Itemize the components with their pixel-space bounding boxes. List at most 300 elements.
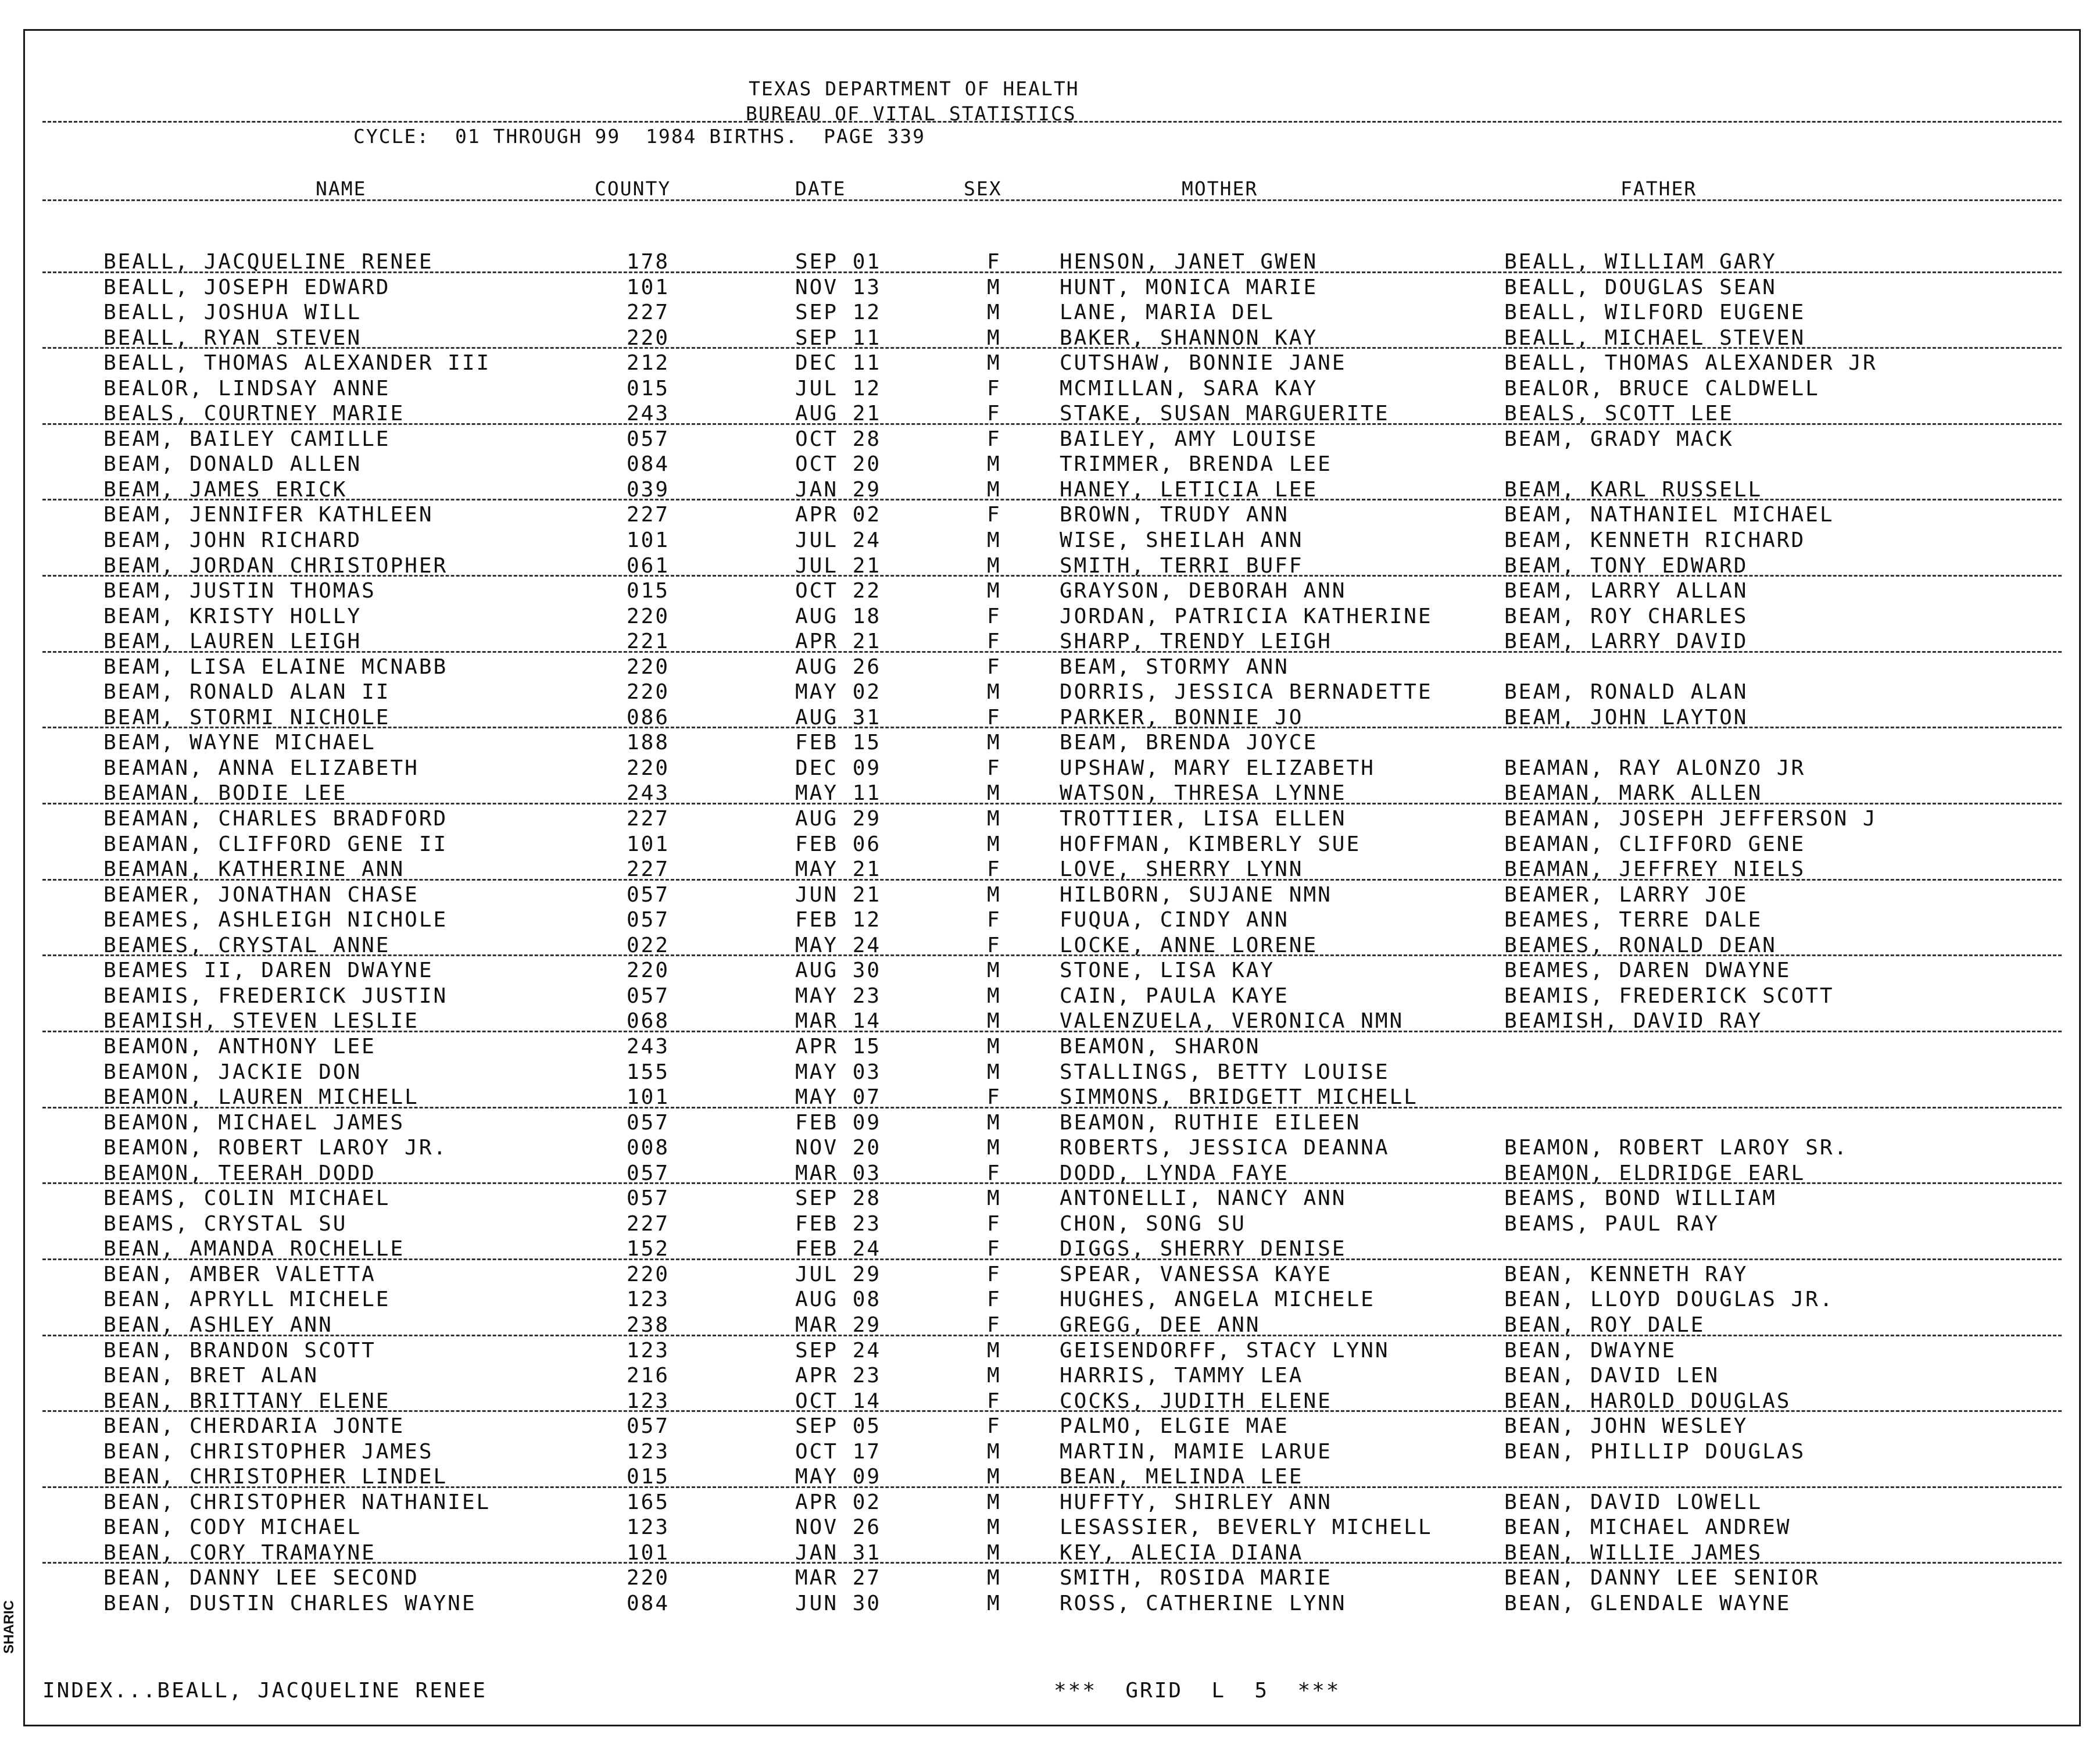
cell-date: JUL 12 [795, 376, 882, 401]
cell-sex: M [987, 680, 1001, 705]
table-row [25, 1236, 2079, 1261]
cell-name: BEAM, JENNIFER KATHLEEN [103, 503, 434, 527]
cell-date: MAY 02 [795, 680, 882, 705]
cell-father: BEALL, THOMAS ALEXANDER JR [1504, 351, 1877, 376]
bureau-title: BUREAU OF VITAL STATISTICS [746, 102, 1076, 125]
cell-county: 057 [627, 1414, 670, 1439]
cell-mother: WISE, SHEILAH ANN [1060, 528, 1304, 553]
cell-sex: F [987, 1211, 1001, 1236]
cell-county: 101 [627, 1085, 670, 1110]
table-row [25, 1160, 2079, 1186]
cell-county: 101 [627, 275, 670, 299]
cell-county: 057 [627, 427, 670, 451]
table-row [25, 1135, 2079, 1160]
cell-mother: LESASSIER, BEVERLY MICHELL [1060, 1515, 1433, 1540]
cell-sex: M [987, 1515, 1001, 1540]
column-header-county: COUNTY [595, 177, 671, 200]
cell-name: BEAN, CHRISTOPHER JAMES [103, 1439, 434, 1464]
cell-sex: F [987, 1414, 1001, 1439]
cell-father: BEAN, DAVID LEN [1504, 1364, 1720, 1388]
cell-mother: STONE, LISA KAY [1060, 959, 1275, 983]
table-row [25, 755, 2079, 781]
cell-date: MAY 09 [795, 1465, 882, 1489]
cell-sex: M [987, 452, 1001, 477]
cell-county: 068 [627, 1009, 670, 1034]
cell-mother: MARTIN, MAMIE LARUE [1060, 1439, 1332, 1464]
cell-name: BEAN, DANNY LEE SECOND [103, 1566, 419, 1590]
cell-county: 008 [627, 1136, 670, 1160]
cell-county: 123 [627, 1338, 670, 1363]
table-row [25, 1363, 2079, 1388]
cell-date: SEP 28 [795, 1186, 882, 1211]
cell-county: 084 [627, 452, 670, 477]
cell-mother: SPEAR, VANESSA KAYE [1060, 1262, 1332, 1286]
cell-sex: M [987, 1186, 1001, 1211]
cell-father: BEAMES, TERRE DALE [1504, 908, 1763, 932]
cell-name: BEAMAN, BODIE LEE [103, 781, 348, 806]
cell-date: MAY 03 [795, 1060, 882, 1084]
cell-father: BEAM, LARRY ALLAN [1504, 579, 1748, 603]
cell-county: 057 [627, 908, 670, 932]
cell-county: 061 [627, 553, 670, 578]
cell-date: MAY 24 [795, 933, 882, 957]
cell-name: BEAN, AMANDA ROCHELLE [103, 1237, 405, 1261]
cell-sex: M [987, 984, 1001, 1008]
cell-date: APR 02 [795, 503, 882, 527]
cell-father: BEAM, TONY EDWARD [1504, 553, 1748, 578]
table-row [25, 654, 2079, 680]
cell-father: BEAMES, RONALD DEAN [1504, 933, 1777, 957]
cell-father: BEALL, WILLIAM GARY [1504, 250, 1777, 274]
cell-date: SEP 12 [795, 301, 882, 325]
cell-date: AUG 31 [795, 705, 882, 730]
cell-father: BEAN, GLENDALE WAYNE [1504, 1591, 1791, 1615]
table-row [25, 856, 2079, 882]
cell-name: BEAMAN, ANNA ELIZABETH [103, 756, 419, 780]
cell-name: BEALL, RYAN STEVEN [103, 326, 362, 350]
table-row [25, 325, 2079, 351]
cell-date: DEC 09 [795, 756, 882, 780]
cell-mother: BAKER, SHANNON KAY [1060, 326, 1318, 350]
cell-mother: BAILEY, AMY LOUISE [1060, 427, 1318, 451]
cell-sex: M [987, 1439, 1001, 1464]
cell-county: 101 [627, 1540, 670, 1565]
cell-father: BEAMER, LARRY JOE [1504, 882, 1748, 907]
cell-date: OCT 28 [795, 427, 882, 451]
cell-name: BEAM, JAMES ERICK [103, 477, 348, 502]
grid-footer: *** GRID L 5 *** [1054, 1679, 1341, 1703]
cell-name: BEAN, BRANDON SCOTT [103, 1338, 376, 1363]
cell-name: BEAMAN, CHARLES BRADFORD [103, 807, 448, 831]
table-row [25, 578, 2079, 603]
birth-record-list [25, 249, 2079, 1616]
cell-mother: LANE, MARIA DEL [1060, 301, 1275, 325]
cell-county: 015 [627, 376, 670, 401]
cell-father: BEALOR, BRUCE CALDWELL [1504, 376, 1820, 401]
cell-sex: F [987, 1288, 1001, 1312]
department-title: TEXAS DEPARTMENT OF HEALTH [749, 77, 1079, 100]
cell-county: 101 [627, 528, 670, 553]
column-header-sex: SEX [964, 177, 1002, 200]
cell-mother: GRAYSON, DEBORAH ANN [1060, 579, 1347, 603]
cell-sex: M [987, 1540, 1001, 1565]
cell-mother: SHARP, TRENDY LEIGH [1060, 630, 1332, 654]
cell-county: 220 [627, 756, 670, 780]
table-row [25, 527, 2079, 553]
cell-sex: F [987, 1161, 1001, 1185]
cell-father: BEAMAN, RAY ALONZO JR [1504, 756, 1806, 780]
cell-sex: M [987, 781, 1001, 806]
cell-mother: VALENZUELA, VERONICA NMN [1060, 1009, 1404, 1034]
cell-name: BEAN, CODY MICHAEL [103, 1515, 362, 1540]
cell-date: AUG 29 [795, 807, 882, 831]
cell-sex: F [987, 250, 1001, 274]
table-row [25, 502, 2079, 527]
table-row [25, 451, 2079, 477]
cell-sex: F [987, 376, 1001, 401]
cell-name: BEAMIS, FREDERICK JUSTIN [103, 984, 448, 1008]
cell-mother: GREGG, DEE ANN [1060, 1313, 1261, 1337]
cell-sex: M [987, 579, 1001, 603]
cell-date: AUG 21 [795, 402, 882, 426]
cell-sex: F [987, 1085, 1001, 1110]
cell-sex: M [987, 1009, 1001, 1034]
cell-sex: F [987, 1389, 1001, 1413]
cell-date: APR 23 [795, 1364, 882, 1388]
cell-father: BEALL, MICHAEL STEVEN [1504, 326, 1806, 350]
header-rule-top [42, 121, 2062, 123]
cell-father: BEAMON, ELDRIDGE EARL [1504, 1161, 1806, 1185]
cell-county: 221 [627, 630, 670, 654]
cell-sex: F [987, 1313, 1001, 1337]
side-label: SHARIC [1, 1600, 17, 1654]
index-sheet [23, 29, 2081, 1726]
cell-father: BEAN, HAROLD DOUGLAS [1504, 1389, 1791, 1413]
cell-mother: HILBORN, SUJANE NMN [1060, 882, 1332, 907]
cell-county: 057 [627, 984, 670, 1008]
cell-date: MAY 07 [795, 1085, 882, 1110]
table-row [25, 401, 2079, 426]
cell-father: BEAM, KARL RUSSELL [1504, 477, 1763, 502]
cell-mother: SMITH, TERRI BUFF [1060, 553, 1304, 578]
cell-mother: DIGGS, SHERRY DENISE [1060, 1237, 1347, 1261]
cell-sex: M [987, 832, 1001, 856]
cell-sex: F [987, 908, 1001, 932]
cell-father: BEAMAN, JOSEPH JEFFERSON J [1504, 807, 1877, 831]
cell-sex: M [987, 1034, 1001, 1059]
cell-mother: PARKER, BONNIE JO [1060, 705, 1304, 730]
cell-father: BEAM, ROY CHARLES [1504, 604, 1748, 628]
cell-sex: F [987, 705, 1001, 730]
cell-name: BEALL, JACQUELINE RENEE [103, 250, 434, 274]
cell-sex: F [987, 402, 1001, 426]
cell-name: BEAM, DONALD ALLEN [103, 452, 362, 477]
cell-sex: M [987, 731, 1001, 755]
cell-county: 123 [627, 1439, 670, 1464]
table-row [25, 1261, 2079, 1287]
cell-name: BEAN, AMBER VALETTA [103, 1262, 376, 1286]
table-row [25, 426, 2079, 452]
cell-county: 022 [627, 933, 670, 957]
cell-county: 101 [627, 832, 670, 856]
cell-sex: M [987, 477, 1001, 502]
cell-sex: M [987, 959, 1001, 983]
cell-father: BEAMIS, FREDERICK SCOTT [1504, 984, 1834, 1008]
cell-father: BEAN, LLOYD DOUGLAS JR. [1504, 1288, 1834, 1312]
cell-father: BEAM, GRADY MACK [1504, 427, 1734, 451]
table-row [25, 350, 2079, 376]
cell-date: SEP 05 [795, 1414, 882, 1439]
cell-name: BEAMAN, KATHERINE ANN [103, 857, 405, 882]
cell-date: OCT 20 [795, 452, 882, 477]
cell-county: 015 [627, 1465, 670, 1489]
cell-county: 015 [627, 579, 670, 603]
cell-mother: HOFFMAN, KIMBERLY SUE [1060, 832, 1361, 856]
cell-date: JUN 21 [795, 882, 882, 907]
table-row [25, 1514, 2079, 1540]
cell-name: BEAMS, CRYSTAL SU [103, 1211, 348, 1236]
cell-sex: M [987, 1136, 1001, 1160]
cell-mother: ROBERTS, JESSICA DEANNA [1060, 1136, 1390, 1160]
table-row [25, 780, 2079, 806]
table-row [25, 882, 2079, 907]
cell-name: BEAMES, CRYSTAL ANNE [103, 933, 391, 957]
cell-county: 238 [627, 1313, 670, 1337]
cell-name: BEALL, THOMAS ALEXANDER III [103, 351, 491, 376]
cell-father: BEAN, DWAYNE [1504, 1338, 1677, 1363]
cell-county: 084 [627, 1591, 670, 1615]
cell-mother: JORDAN, PATRICIA KATHERINE [1060, 604, 1433, 628]
cell-mother: COCKS, JUDITH ELENE [1060, 1389, 1332, 1413]
cell-date: MAY 11 [795, 781, 882, 806]
cell-county: 227 [627, 857, 670, 882]
cell-name: BEAMON, ROBERT LAROY JR. [103, 1136, 448, 1160]
cell-county: 212 [627, 351, 670, 376]
cell-father: BEAMAN, MARK ALLEN [1504, 781, 1763, 806]
cell-date: DEC 11 [795, 351, 882, 376]
table-row [25, 1286, 2079, 1312]
cell-date: MAY 21 [795, 857, 882, 882]
cell-father: BEAN, MICHAEL ANDREW [1504, 1515, 1791, 1540]
cell-sex: M [987, 326, 1001, 350]
cell-sex: M [987, 275, 1001, 299]
cell-name: BEAM, RONALD ALAN II [103, 680, 391, 705]
table-row [25, 1489, 2079, 1515]
cell-county: 220 [627, 655, 670, 679]
cell-county: 216 [627, 1364, 670, 1388]
cell-father: BEAMAN, CLIFFORD GENE [1504, 832, 1806, 856]
table-row [25, 1059, 2079, 1085]
cell-date: FEB 12 [795, 908, 882, 932]
cell-date: MAR 27 [795, 1566, 882, 1590]
cell-mother: BEAM, STORMY ANN [1060, 655, 1289, 679]
table-row [25, 1388, 2079, 1414]
cell-mother: LOVE, SHERRY LYNN [1060, 857, 1304, 882]
cell-father: BEAN, WILLIE JAMES [1504, 1540, 1763, 1565]
column-header-date: DATE [795, 177, 846, 200]
cell-father: BEAMAN, JEFFREY NIELS [1504, 857, 1806, 882]
cell-name: BEAN, CORY TRAMAYNE [103, 1540, 376, 1565]
table-row [25, 376, 2079, 401]
cell-date: NOV 13 [795, 275, 882, 299]
table-row [25, 1439, 2079, 1464]
table-row [25, 1464, 2079, 1489]
cell-name: BEALL, JOSHUA WILL [103, 301, 362, 325]
cell-sex: M [987, 351, 1001, 376]
table-row [25, 1413, 2079, 1439]
cell-mother: UPSHAW, MARY ELIZABETH [1060, 756, 1375, 780]
cell-mother: SIMMONS, BRIDGETT MICHELL [1060, 1085, 1418, 1110]
cell-county: 220 [627, 326, 670, 350]
table-row [25, 730, 2079, 755]
cell-mother: CAIN, PAULA KAYE [1060, 984, 1289, 1008]
cell-mother: BROWN, TRUDY ANN [1060, 503, 1289, 527]
cell-mother: SMITH, ROSIDA MARIE [1060, 1566, 1332, 1590]
table-row [25, 705, 2079, 730]
cell-father: BEALS, SCOTT LEE [1504, 402, 1734, 426]
cell-date: FEB 15 [795, 731, 882, 755]
cell-sex: F [987, 427, 1001, 451]
cell-father: BEAM, LARRY DAVID [1504, 630, 1748, 654]
cell-county: 188 [627, 731, 670, 755]
cell-name: BEAM, KRISTY HOLLY [103, 604, 362, 628]
table-row [25, 1034, 2079, 1059]
cell-father: BEALL, DOUGLAS SEAN [1504, 275, 1777, 299]
cell-mother: BEAMON, SHARON [1060, 1034, 1261, 1059]
cell-date: MAR 29 [795, 1313, 882, 1337]
cell-name: BEALL, JOSEPH EDWARD [103, 275, 391, 299]
cell-father: BEAMS, BOND WILLIAM [1504, 1186, 1777, 1211]
cell-name: BEAMON, MICHAEL JAMES [103, 1110, 405, 1135]
cell-sex: F [987, 857, 1001, 882]
cell-sex: M [987, 301, 1001, 325]
cell-date: APR 15 [795, 1034, 882, 1059]
cell-county: 057 [627, 1186, 670, 1211]
cell-county: 057 [627, 1161, 670, 1185]
cell-mother: CHON, SONG SU [1060, 1211, 1246, 1236]
cell-date: JUN 30 [795, 1591, 882, 1615]
cell-sex: F [987, 655, 1001, 679]
cell-sex: M [987, 528, 1001, 553]
cell-county: 227 [627, 503, 670, 527]
cell-sex: M [987, 1060, 1001, 1084]
cell-name: BEAMES, ASHLEIGH NICHOLE [103, 908, 448, 932]
cell-father: BEAM, JOHN LAYTON [1504, 705, 1748, 730]
table-row [25, 983, 2079, 1009]
cell-sex: F [987, 1262, 1001, 1286]
cell-mother: GEISENDORFF, STACY LYNN [1060, 1338, 1390, 1363]
cell-mother: KEY, ALECIA DIANA [1060, 1540, 1304, 1565]
cell-name: BEAMON, LAUREN MICHELL [103, 1085, 419, 1110]
cell-sex: M [987, 553, 1001, 578]
cell-mother: HANEY, LETICIA LEE [1060, 477, 1318, 502]
cell-county: 243 [627, 402, 670, 426]
cell-mother: HARRIS, TAMMY LEA [1060, 1364, 1304, 1388]
cell-county: 039 [627, 477, 670, 502]
cell-sex: M [987, 1110, 1001, 1135]
cell-date: SEP 01 [795, 250, 882, 274]
cell-father: BEAN, DAVID LOWELL [1504, 1490, 1763, 1514]
cell-county: 220 [627, 1262, 670, 1286]
table-row [25, 907, 2079, 932]
table-row [25, 603, 2079, 629]
cell-sex: M [987, 1338, 1001, 1363]
table-row [25, 957, 2079, 983]
cell-date: NOV 20 [795, 1136, 882, 1160]
cell-date: APR 02 [795, 1490, 882, 1514]
table-row [25, 679, 2079, 705]
cell-sex: F [987, 630, 1001, 654]
cell-mother: BEAMON, RUTHIE EILEEN [1060, 1110, 1361, 1135]
cell-date: AUG 08 [795, 1288, 882, 1312]
cell-name: BEALOR, LINDSAY ANNE [103, 376, 391, 401]
column-header-father: FATHER [1620, 177, 1697, 200]
table-row [25, 274, 2079, 300]
cell-date: FEB 06 [795, 832, 882, 856]
cell-county: 152 [627, 1237, 670, 1261]
table-row [25, 1590, 2079, 1616]
cell-name: BEAM, LISA ELAINE MCNABB [103, 655, 448, 679]
cell-county: 165 [627, 1490, 670, 1514]
cell-mother: STAKE, SUSAN MARGUERITE [1060, 402, 1390, 426]
cell-mother: HUGHES, ANGELA MICHELE [1060, 1288, 1375, 1312]
cell-county: 220 [627, 680, 670, 705]
cell-county: 086 [627, 705, 670, 730]
table-row [25, 249, 2079, 274]
cell-father: BEAN, DANNY LEE SENIOR [1504, 1566, 1820, 1590]
cell-sex: M [987, 1591, 1001, 1615]
cell-name: BEAM, JORDAN CHRISTOPHER [103, 553, 448, 578]
cell-sex: F [987, 503, 1001, 527]
cell-date: JAN 29 [795, 477, 882, 502]
cell-name: BEAMS, COLIN MICHAEL [103, 1186, 391, 1211]
cell-mother: HUNT, MONICA MARIE [1060, 275, 1318, 299]
cell-name: BEAN, ASHLEY ANN [103, 1313, 333, 1337]
cell-mother: CUTSHAW, BONNIE JANE [1060, 351, 1347, 376]
cell-mother: BEAM, BRENDA JOYCE [1060, 731, 1318, 755]
cell-father: BEAMS, PAUL RAY [1504, 1211, 1720, 1236]
cell-date: OCT 22 [795, 579, 882, 603]
cell-father: BEAMON, ROBERT LAROY SR. [1504, 1136, 1849, 1160]
table-row [25, 553, 2079, 578]
cell-date: APR 21 [795, 630, 882, 654]
cell-father: BEAM, KENNETH RICHARD [1504, 528, 1806, 553]
cell-name: BEAN, BRITTANY ELENE [103, 1389, 391, 1413]
table-row [25, 299, 2079, 325]
cell-date: JAN 31 [795, 1540, 882, 1565]
cell-mother: LOCKE, ANNE LORENE [1060, 933, 1318, 957]
cell-name: BEAM, STORMI NICHOLE [103, 705, 391, 730]
table-row [25, 1565, 2079, 1590]
cell-mother: DODD, LYNDA FAYE [1060, 1161, 1289, 1185]
cell-name: BEAN, CHERDARIA JONTE [103, 1414, 405, 1439]
cell-date: JUL 21 [795, 553, 882, 578]
cell-name: BEAMON, JACKIE DON [103, 1060, 362, 1084]
cell-name: BEALS, COURTNEY MARIE [103, 402, 405, 426]
cell-county: 178 [627, 250, 670, 274]
table-row [25, 477, 2079, 502]
table-row [25, 628, 2079, 654]
cell-county: 057 [627, 1110, 670, 1135]
cell-mother: WATSON, THRESA LYNNE [1060, 781, 1347, 806]
cell-name: BEAN, BRET ALAN [103, 1364, 319, 1388]
cell-mother: ANTONELLI, NANCY ANN [1060, 1186, 1347, 1211]
header-rule-bottom [42, 199, 2062, 201]
index-footer: INDEX...BEALL, JACQUELINE RENEE [42, 1679, 487, 1703]
cell-date: MAR 14 [795, 1009, 882, 1034]
column-header-mother: MOTHER [1182, 177, 1258, 200]
column-header-name: NAME [316, 177, 367, 200]
